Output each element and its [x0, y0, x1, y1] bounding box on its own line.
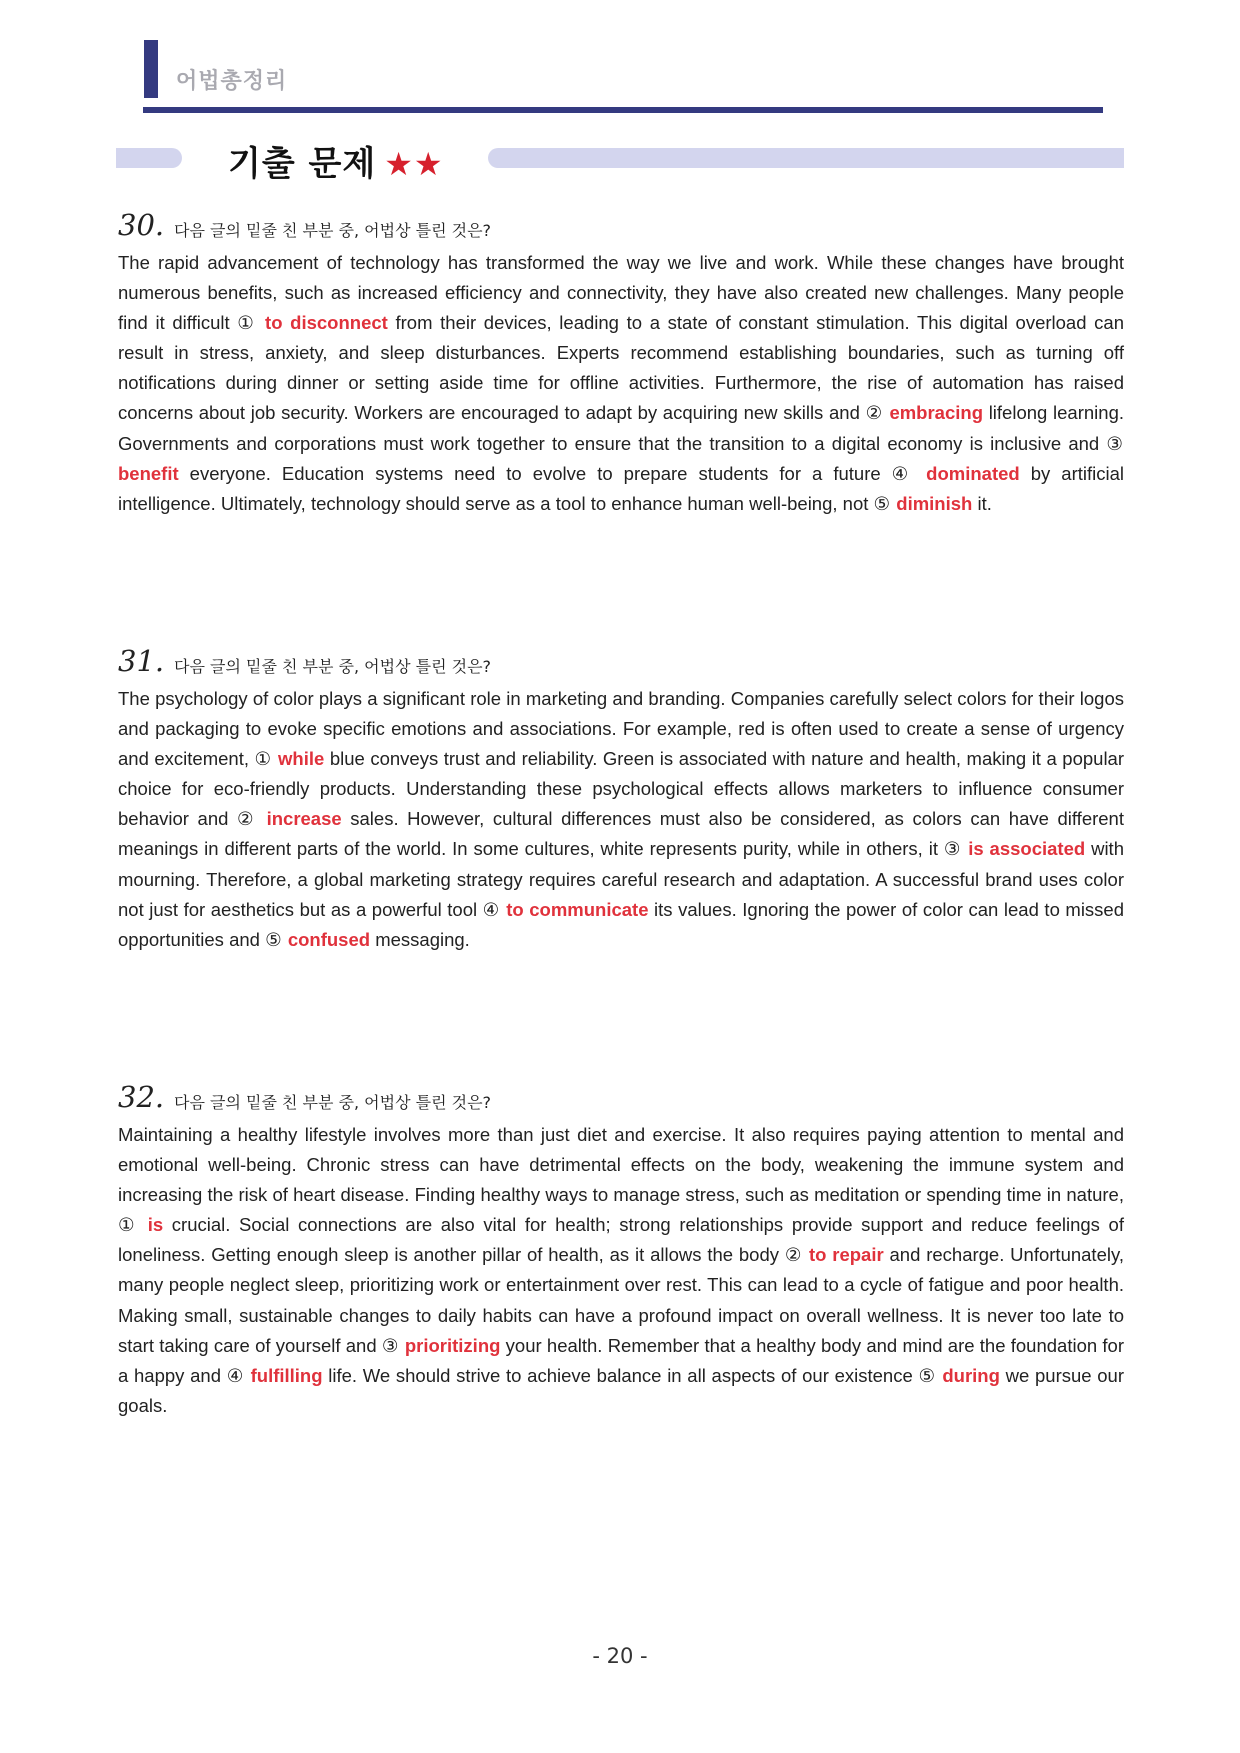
- question-prompt: 다음 글의 밑줄 친 부분 중, 어법상 틀린 것은?: [174, 221, 492, 240]
- underlined-choice: during: [942, 1364, 1000, 1386]
- question-number: 32.: [118, 1080, 165, 1114]
- choice-marker: ③: [1106, 432, 1123, 454]
- choice-marker: ④: [891, 462, 915, 484]
- choice-marker: ⑤: [918, 1364, 936, 1386]
- question-prompt: 다음 글의 밑줄 친 부분 중, 어법상 틀린 것은?: [174, 657, 492, 676]
- choice-marker: ⑤: [873, 492, 891, 514]
- question-passage: The psychology of color plays a significant role in marketing and branding. Companies carefully select colors for their logos and packaging to evoke specific emotions and associations. For example, red is often used to create a sense of urgency and excitement, ① while blue conveys trust and reliability. Green is associated with nature and health, making it a popular choice for eco-friendly products. Understanding these psychological effects allows marketers to influence consumer behavior and ② increase sales. However, cultural differences must also be considered, as colors can have different meanings in different parts of the world. In some cultures, white represents purity, while in others, it ③ is associated with mourning. Therefore, a global marketing strategy requires careful research and adaptation. A successful brand uses color not just for aesthetics but as a powerful tool ④ to communicate its values. Ignoring the power of color can lead to missed opportunities and ⑤ confused messaging.: [118, 688, 1125, 950]
- underlined-choice: to communicate: [506, 898, 649, 920]
- choice-marker: ④: [226, 1364, 244, 1386]
- question-passage: Maintaining a healthy lifestyle involves more than just diet and exercise. It also requires paying attention to mental and emotional well-being. Chronic stress can have detrimental effects on the body, weakening the immune system and increasing the risk of heart disease. Finding healthy ways to manage stress, such as meditation or spending time in nature, ① is crucial. Social connections are also vital for health; strong relationships provide support and reduce feelings of loneliness. Getting enough sleep is another pillar of health, as it allows the body ② to repair and recharge. Unfortunately, many people neglect sleep, prioritizing work or entertainment over rest. This can lead to a cycle of fatigue and poor health. Making small, sustainable changes to daily habits can have a profound impact on overall wellness. It is never too late to start taking care of yourself and ③ prioritizing your health. Remember that a healthy body and mind are the foundation for a happy and ④ fulfilling life. We should strive to achieve balance in all aspects of our existence ⑤ during we pursue our goals.: [118, 1124, 1125, 1416]
- underlined-choice: to disconnect: [265, 312, 388, 334]
- section-band-left: [116, 148, 182, 168]
- underlined-choice: confused: [287, 928, 371, 950]
- underlined-choice: is associated: [968, 838, 1086, 860]
- underlined-choice: is: [147, 1214, 164, 1236]
- question-prompt: 다음 글의 밑줄 친 부분 중, 어법상 틀린 것은?: [174, 1093, 492, 1112]
- underlined-choice: prioritizing: [404, 1334, 501, 1356]
- choice-marker: ③: [381, 1334, 399, 1356]
- question-30: [118, 208, 1124, 519]
- section-band-right: [488, 148, 1124, 168]
- choice-marker: ①: [237, 312, 257, 334]
- underlined-choice: diminish: [896, 492, 973, 514]
- choice-marker: ②: [865, 402, 883, 424]
- page-number: - 20 -: [592, 1644, 648, 1668]
- section-title: [228, 136, 444, 185]
- choice-marker: ①: [118, 1214, 139, 1236]
- star-rating-icon: ★★: [384, 145, 444, 183]
- header-divider: [143, 107, 1103, 113]
- underlined-choice: benefit: [118, 462, 179, 484]
- section-title-text: 기출 문제: [228, 144, 377, 184]
- question-number: 30.: [118, 208, 165, 242]
- underlined-choice: dominated: [926, 462, 1020, 484]
- choice-marker: ②: [236, 808, 258, 830]
- underlined-choice: to repair: [808, 1244, 884, 1266]
- question-passage: The rapid advancement of technology has transformed the way we live and work. While these changes have brought numerous benefits, such as increased efficiency and connectivity, they have also created new challenges. Many people find it difficult ① to disconnect from their devices, leading to a state of constant stimulation. This digital overload can result in stress, anxiety, and sleep disturbances. Experts recommend establishing boundaries, such as turning off notifications during dinner or setting aside time for offline activities. Furthermore, the rise of automation has raised concerns about job security. Workers are encouraged to adapt by acquiring new skills and ② embracing lifelong learning. Governments and corporations must work together to ensure that the transition to a digital economy is inclusive and ③ benefit everyone. Education systems need to evolve to prepare students for a future ④ dominated by artificial intelligence. Ultimately, technology should serve as a tool to enhance human well-being, not ⑤ diminish it.: [118, 252, 1124, 514]
- underlined-choice: fulfilling: [250, 1364, 323, 1386]
- question-number: 31.: [118, 644, 165, 678]
- choice-marker: ⑤: [265, 928, 282, 950]
- choice-marker: ①: [254, 748, 272, 770]
- underlined-choice: embracing: [889, 402, 983, 424]
- choice-marker: ③: [943, 838, 962, 860]
- header-accent-bar: [144, 40, 158, 98]
- question-31: [118, 644, 1124, 955]
- question-32: [118, 1080, 1124, 1421]
- header-title: 어법총정리: [176, 69, 288, 94]
- choice-marker: ②: [784, 1244, 803, 1266]
- underlined-choice: while: [278, 748, 325, 770]
- choice-marker: ④: [482, 898, 500, 920]
- underlined-choice: increase: [266, 808, 342, 830]
